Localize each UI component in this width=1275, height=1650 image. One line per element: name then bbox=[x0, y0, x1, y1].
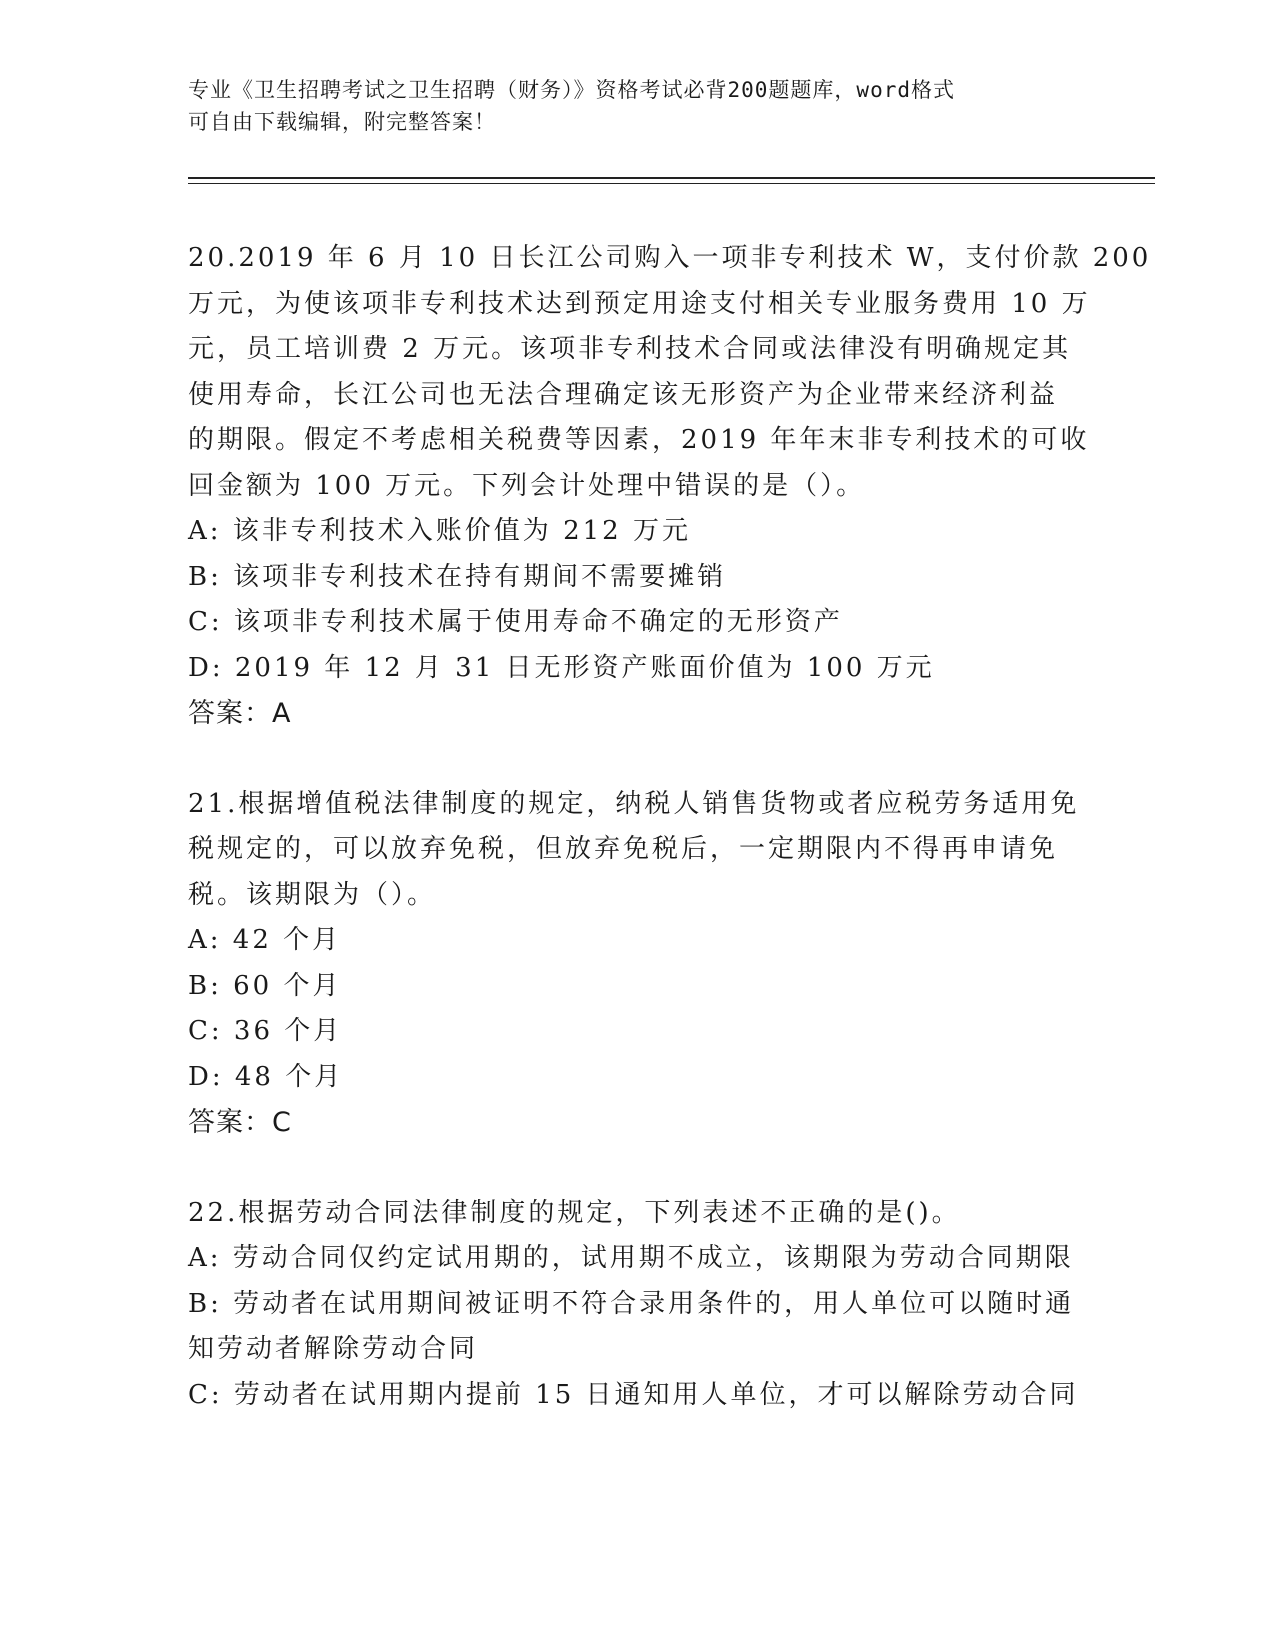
header-line-1: 专业《卫生招聘考试之卫生招聘（财务）》资格考试必背200题题库，word格式 bbox=[188, 78, 955, 102]
option-c: C: 36 个月 bbox=[188, 1016, 343, 1046]
question-text-line: 21.根据增值税法律制度的规定，纳税人销售货物或者应税劳务适用免 bbox=[188, 788, 1080, 819]
question-spacer bbox=[188, 737, 1088, 782]
question-22 bbox=[188, 1191, 1088, 1419]
question-text-line: 20.2019 年 6 月 10 日长江公司购入一项非专利技术 W，支付价款 200 bbox=[188, 243, 1152, 273]
question-text-line: 的期限。假定不考虑相关税费等因素，2019 年年末非专利技术的可收 bbox=[188, 425, 1090, 455]
question-20 bbox=[188, 236, 1152, 737]
option-c: C: 劳动者在试用期内提前 15 日通知用人单位，才可以解除劳动合同 bbox=[188, 1379, 1079, 1410]
question-text-line: 万元，为使该项非专利技术达到预定用途支付相关专业服务费用 10 万 bbox=[188, 288, 1091, 319]
option-a: A: 该非专利技术入账价值为 212 万元 bbox=[188, 516, 691, 546]
question-text-line: 税。该期限为（）。 bbox=[188, 879, 437, 910]
question-text-line: 回金额为 100 万元。下列会计处理中错误的是（）。 bbox=[188, 470, 866, 501]
document-header bbox=[188, 74, 1088, 138]
option-d: D: 2019 年 12 月 31 日无形资产账面价值为 100 万元 bbox=[188, 652, 935, 683]
option-b: B: 60 个月 bbox=[188, 970, 342, 1001]
answer-label: 答案：C bbox=[188, 1107, 292, 1138]
header-line-2: 可自由下载编辑，附完整答案！ bbox=[188, 110, 496, 134]
option-d: D: 48 个月 bbox=[188, 1061, 344, 1092]
option-b-continued: 知劳动者解除劳动合同 bbox=[188, 1334, 479, 1364]
question-21 bbox=[188, 782, 1088, 1146]
question-list bbox=[188, 236, 1152, 1418]
question-spacer bbox=[188, 1146, 1088, 1191]
question-text-line: 税规定的，可以放弃免税，但放弃免税后，一定期限内不得再申请免 bbox=[188, 834, 1059, 864]
question-text-line: 元，员工培训费 2 万元。该项非专利技术合同或法律没有明确规定其 bbox=[188, 334, 1072, 364]
question-text-line: 使用寿命，长江公司也无法合理确定该无形资产为企业带来经济利益 bbox=[188, 379, 1059, 410]
option-c: C: 该项非专利技术属于使用寿命不确定的无形资产 bbox=[188, 607, 843, 637]
question-text-line: 22.根据劳动合同法律制度的规定，下列表述不正确的是()。 bbox=[188, 1197, 961, 1228]
option-a: A: 劳动合同仅约定试用期的，试用期不成立，该期限为劳动合同期限 bbox=[188, 1243, 1074, 1273]
answer-label: 答案：A bbox=[188, 698, 292, 729]
header-divider bbox=[188, 177, 1155, 179]
option-b: B: 劳动者在试用期间被证明不符合录用条件的，用人单位可以随时通 bbox=[188, 1288, 1075, 1319]
option-b: B: 该项非专利技术在持有期间不需要摊销 bbox=[188, 561, 727, 592]
option-a: A: 42 个月 bbox=[188, 925, 342, 955]
header-divider-thin bbox=[188, 183, 1155, 184]
